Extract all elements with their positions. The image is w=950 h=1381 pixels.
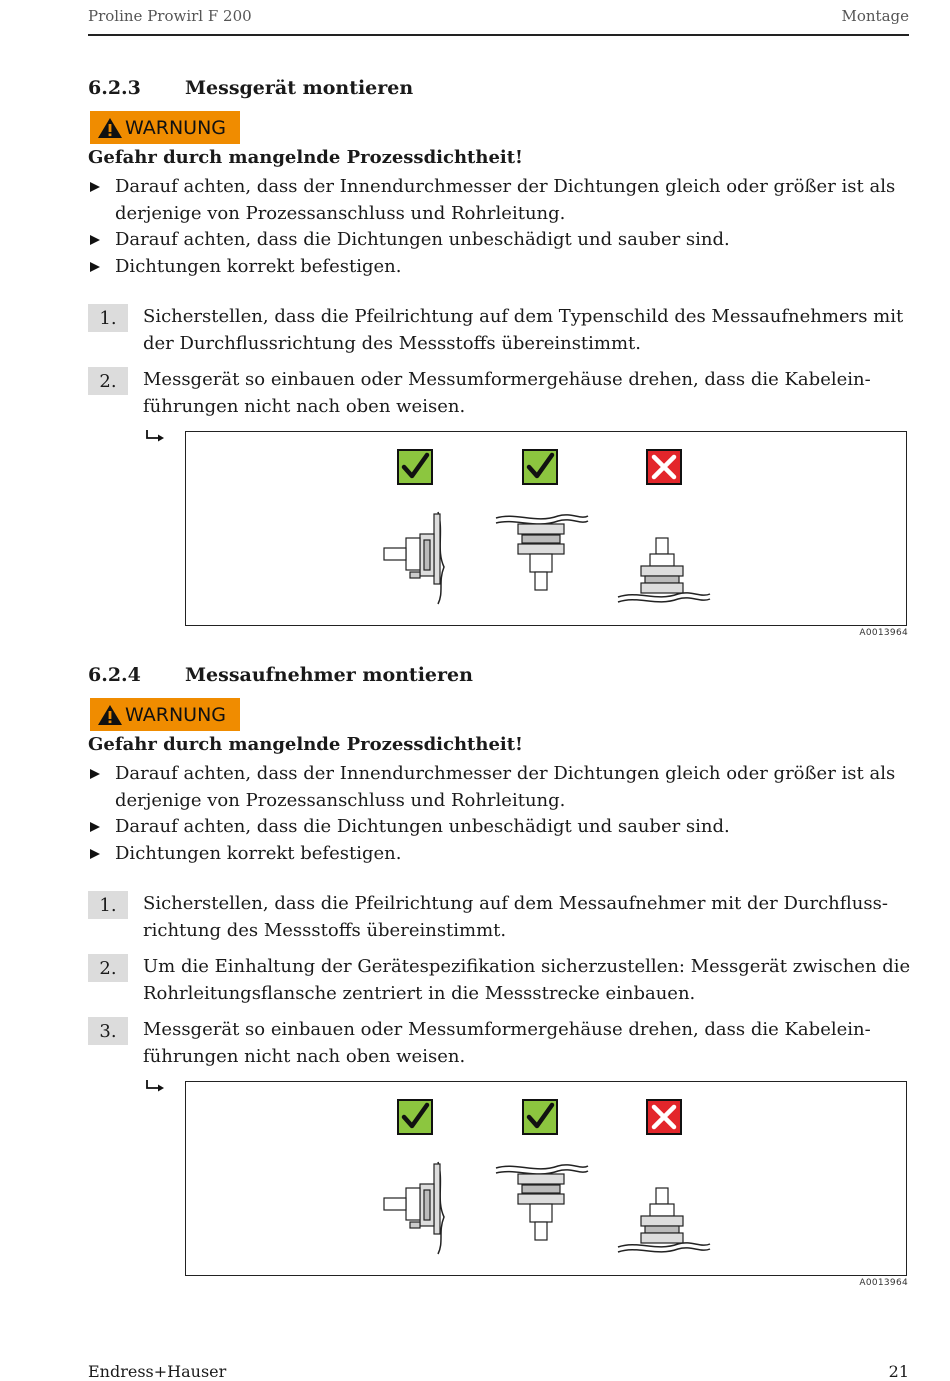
check-icon: [398, 1100, 432, 1134]
figure-id: A0013964: [859, 628, 908, 638]
step-number: 1.: [88, 304, 128, 332]
header-chapter: Montage: [841, 7, 909, 25]
step-number: 3.: [88, 1017, 128, 1045]
result-arrow-icon: [145, 429, 165, 443]
result-arrow-icon: [145, 1079, 165, 1093]
step-number: 2.: [88, 367, 128, 395]
device-top-mounted: [496, 1165, 588, 1240]
step-text: Sicherstellen, dass die Pfeilrichtung auf dem Messaufnehmer mit der Durchflussrichtung des Messstoffs übereinstimmt.: [143, 893, 888, 941]
device-bottom-mounted: [618, 538, 710, 602]
list-item: Darauf achten, dass die Dichtungen unbeschädigt und sauber sind.: [88, 814, 913, 841]
danger-title: Gefahr durch mangelnde Prozessdichtheit!: [88, 147, 523, 168]
orientation-illustration: [186, 432, 906, 625]
list-item: Darauf achten, dass der Innendurchmesser der Dichtungen gleich oder größer ist als derjenige von Prozessanschluss und Rohrleitung.: [88, 761, 913, 814]
list-item: Darauf achten, dass der Innendurchmesser der Dichtungen gleich oder größer ist als derjenige von Prozessanschluss und Rohrleitung.: [88, 174, 913, 227]
footer-brand: Endress+Hauser: [88, 1362, 227, 1381]
installation-figure: [185, 431, 907, 626]
list-item: Darauf achten, dass die Dichtungen unbeschädigt und sauber sind.: [88, 227, 913, 254]
device-side-mounted: [384, 1162, 444, 1254]
step-text: Messgerät so einbauen oder Messumformergehäuse drehen, dass die Kabeleinführungen nicht nach oben weisen.: [143, 369, 871, 417]
section-title: Messgerät montieren: [185, 77, 414, 99]
warning-triangle-icon: [97, 117, 123, 139]
warning-label: WARNUNG: [125, 703, 227, 726]
list-item: Dichtungen korrekt befestigen.: [88, 841, 913, 868]
step-text: Sicherstellen, dass die Pfeilrichtung auf dem Typenschild des Messaufnehmers mit der Durchflussrichtung des Messstoffs übereinstimmt.: [143, 306, 904, 354]
device-bottom-mounted: [618, 1188, 710, 1252]
safety-bullet-list: [88, 761, 913, 867]
section-number: 6.2.3: [88, 77, 141, 99]
check-icon: [523, 450, 557, 484]
list-item: Dichtungen korrekt befestigen.: [88, 254, 913, 281]
danger-title: Gefahr durch mangelnde Prozessdichtheit!: [88, 734, 523, 755]
warning-label: WARNUNG: [125, 116, 227, 139]
installation-figure: [185, 1081, 907, 1276]
warning-badge: [90, 698, 240, 731]
device-top-mounted: [496, 515, 588, 590]
header-rule: [88, 34, 909, 36]
check-icon: [523, 1100, 557, 1134]
step-text: Um die Einhaltung der Gerätespezifikation sicherzustellen: Messgerät zwischen die Rohrleitungsflansche zentriert in die Messstrecke einbauen.: [143, 956, 911, 1004]
step-number: 1.: [88, 891, 128, 919]
cross-icon: [647, 1100, 681, 1134]
step-text: Messgerät so einbauen oder Messumformergehäuse drehen, dass die Kabeleinführungen nicht nach oben weisen.: [143, 1019, 871, 1067]
section-number: 6.2.4: [88, 664, 141, 686]
device-side-mounted: [384, 512, 444, 604]
cross-icon: [647, 450, 681, 484]
header-product-name: Proline Prowirl F 200: [88, 7, 252, 25]
safety-bullet-list: [88, 174, 913, 280]
step-number: 2.: [88, 954, 128, 982]
check-icon: [398, 450, 432, 484]
figure-id: A0013964: [859, 1278, 908, 1288]
warning-badge: [90, 111, 240, 144]
warning-triangle-icon: [97, 704, 123, 726]
section-title: Messaufnehmer montieren: [185, 664, 473, 686]
orientation-illustration: [186, 1082, 906, 1275]
page-number: 21: [888, 1362, 909, 1381]
